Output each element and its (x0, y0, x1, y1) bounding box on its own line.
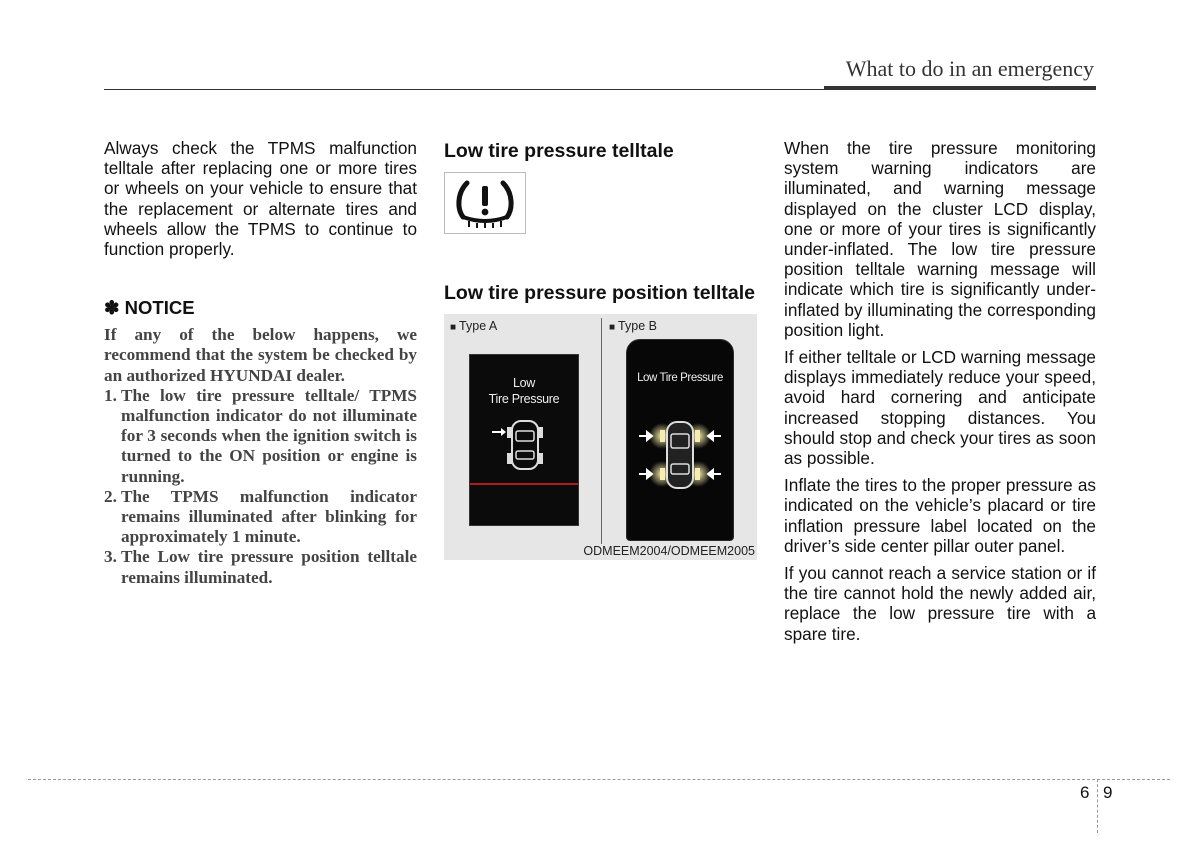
header-rule-accent (824, 86, 1096, 90)
type-b-label: ■ Type B (609, 319, 657, 333)
notice-item-number: 3. (104, 547, 117, 567)
reduce-speed-paragraph: If either telltale or LCD warning message displays immediately reduce your speed, avoid hard cornering and anticipate increased stopping distances. You should stop and check your tires as soon as possible. (784, 347, 1096, 469)
tpms-check-paragraph: Always check the TPMS malfunction telltale after replacing one or more tires or wheels on your vehicle to ensure that the replacement or alternate tires and wheels allow the TPMS to continue to function properly. (104, 138, 417, 260)
type-a-label: ■ Type A (450, 319, 498, 333)
notice-item-number: 1. (104, 385, 117, 405)
car-top-view-icon (627, 402, 733, 512)
notice-list (104, 386, 417, 588)
notice-item-number: 2. (104, 486, 117, 506)
page-number: 9 (1103, 783, 1113, 802)
notice-item (104, 386, 417, 487)
lcd-red-strip (470, 483, 578, 485)
figure-code: ODMEEM2004/ODMEEM2005 (583, 544, 755, 558)
figure-divider (601, 318, 602, 544)
telltale-box (444, 172, 526, 234)
type-b-lcd-text: Low Tire Pressure (637, 372, 723, 384)
tpms-warning-icon (453, 177, 517, 229)
notice-item-text: The Low tire pressure position telltale remains illuminated. (121, 547, 417, 587)
column-middle (444, 138, 757, 560)
running-header: What to do in an emergency (845, 56, 1094, 81)
telltale-figure (444, 314, 757, 560)
type-b-lcd-display (626, 339, 734, 541)
position-telltale-heading: Low tire pressure position telltale (444, 282, 755, 304)
inflate-paragraph: Inflate the tires to the proper pressure as indicated on the vehicle’s placard or tire inflation pressure label located on the driver’s side center pillar outer panel. (784, 475, 1096, 556)
notice-item (104, 487, 417, 548)
warning-paragraph: When the tire pressure monitoring system warning indicators are illuminated, and warning message displayed on the cluster LCD display, one or more of your tires is significantly under-inflated. The low tire pressure position telltale warning message will indicate which tire is significantly under-inflated by illuminating the corresponding position light. (784, 138, 1096, 340)
car-top-view-icon (470, 411, 578, 491)
low-tire-pressure-telltale-heading: Low tire pressure telltale (444, 140, 674, 162)
notice-item-text: The TPMS malfunction indicator remains illuminated after blinking for approximately 1 minute. (121, 486, 417, 547)
type-a-lcd-text: Low Tire Pressure (488, 376, 560, 406)
footer-page-divider (1097, 779, 1098, 833)
spare-tire-paragraph: If you cannot reach a service station or if the tire cannot hold the newly added air, replace the low pressure tire with a spare tire. (784, 563, 1096, 644)
notice-item (104, 547, 417, 587)
notice-intro: If any of the below happens, we recommend that the system be checked by an authorized HYUNDAI dealer. (104, 325, 417, 385)
column-right (784, 138, 1096, 651)
notice-title: ✽ NOTICE (104, 297, 195, 319)
notice-item-text: The low tire pressure telltale/ TPMS malfunction indicator do not illuminate for 3 seconds when the ignition switch is turned to the ON position or engine is running. (121, 385, 417, 486)
footer-rule (28, 779, 1170, 780)
type-a-lcd-display (469, 354, 579, 526)
column-left (104, 138, 417, 588)
chapter-number: 6 (1080, 783, 1090, 802)
